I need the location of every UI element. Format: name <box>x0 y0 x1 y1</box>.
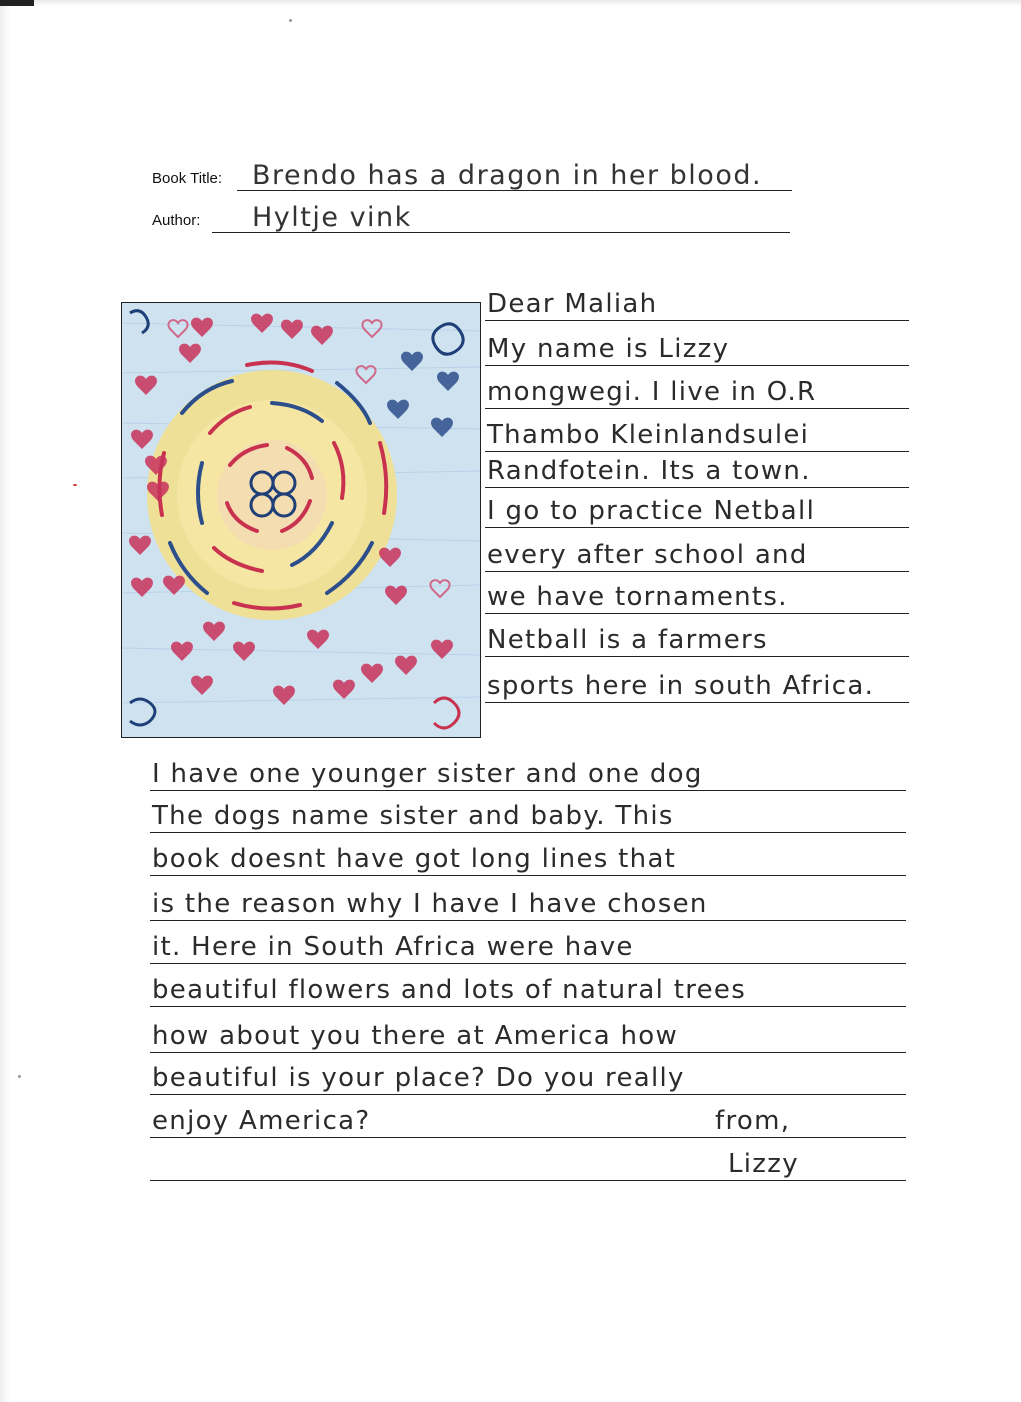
letter-text: book doesnt have got long lines that <box>152 844 677 874</box>
letter-text: I have one younger sister and one dog <box>152 759 703 789</box>
letter-closing: from, <box>715 1106 791 1136</box>
letter-body-line <box>150 1064 906 1095</box>
letter-text: Netball is a farmers <box>487 625 768 655</box>
letter-side-line <box>485 583 909 614</box>
author-value: Hyltje vink <box>252 202 412 233</box>
letter-text: beautiful flowers and lots of natural trees <box>152 975 747 1005</box>
letter-side-line <box>485 335 909 366</box>
letter-side-line <box>485 457 909 488</box>
letter-side-line <box>485 497 909 528</box>
letter-text: mongwegi. I live in O.R <box>487 377 817 407</box>
letter-side-line <box>485 541 909 572</box>
letter-text: Dear Maliah <box>487 289 658 319</box>
letter-side-line <box>485 421 909 452</box>
letter-text: The dogs name sister and baby. This <box>152 801 674 831</box>
letter-body-line <box>150 976 906 1007</box>
letter-text: enjoy America? <box>152 1106 371 1136</box>
letter-text: we have tornaments. <box>487 582 788 612</box>
letter-body-line <box>150 1150 906 1181</box>
letter-text: how about you there at America how <box>152 1021 679 1051</box>
author-label: Author: <box>152 212 201 229</box>
letter-text: every after school and <box>487 540 808 570</box>
letter-text: Randfotein. Its a town. <box>487 456 811 486</box>
flower-drawing <box>121 302 481 738</box>
letter-signature: Lizzy <box>728 1149 799 1179</box>
letter-body-line <box>150 845 906 876</box>
scan-corner-mark <box>0 0 34 6</box>
author-field <box>152 202 792 237</box>
letter-body-line <box>150 1107 906 1138</box>
letter-text: My name is Lizzy <box>487 334 730 364</box>
scan-edge-top <box>0 0 1021 6</box>
letter-text: is the reason why I have I have chosen <box>152 889 708 919</box>
book-title-value: Brendo has a dragon in her blood. <box>252 160 763 191</box>
letter-body-line <box>150 1022 906 1053</box>
scan-speck <box>289 19 292 22</box>
scan-speck <box>73 484 77 486</box>
letter-text: sports here in south Africa. <box>487 671 875 701</box>
scan-speck <box>18 1075 21 1078</box>
letter-side-line <box>485 290 909 321</box>
letter-text: Thambo Kleinlandsulei <box>487 420 810 450</box>
letter-body-line <box>150 890 906 921</box>
book-title-field <box>152 160 912 195</box>
letter-side-line <box>485 378 909 409</box>
book-title-label: Book Title: <box>152 170 223 187</box>
letter-side-line <box>485 626 909 657</box>
letter-body-line <box>150 802 906 833</box>
letter-side-line <box>485 672 909 703</box>
letter-body-line <box>150 933 906 964</box>
letter-text: I go to practice Netball <box>487 496 816 526</box>
flower-drawing-icon <box>122 303 480 737</box>
letter-text: beautiful is your place? Do you really <box>152 1063 685 1093</box>
letter-body-line <box>150 760 906 791</box>
letter-text: it. Here in South Africa were have <box>152 932 634 962</box>
scan-edge-left <box>0 0 10 1402</box>
